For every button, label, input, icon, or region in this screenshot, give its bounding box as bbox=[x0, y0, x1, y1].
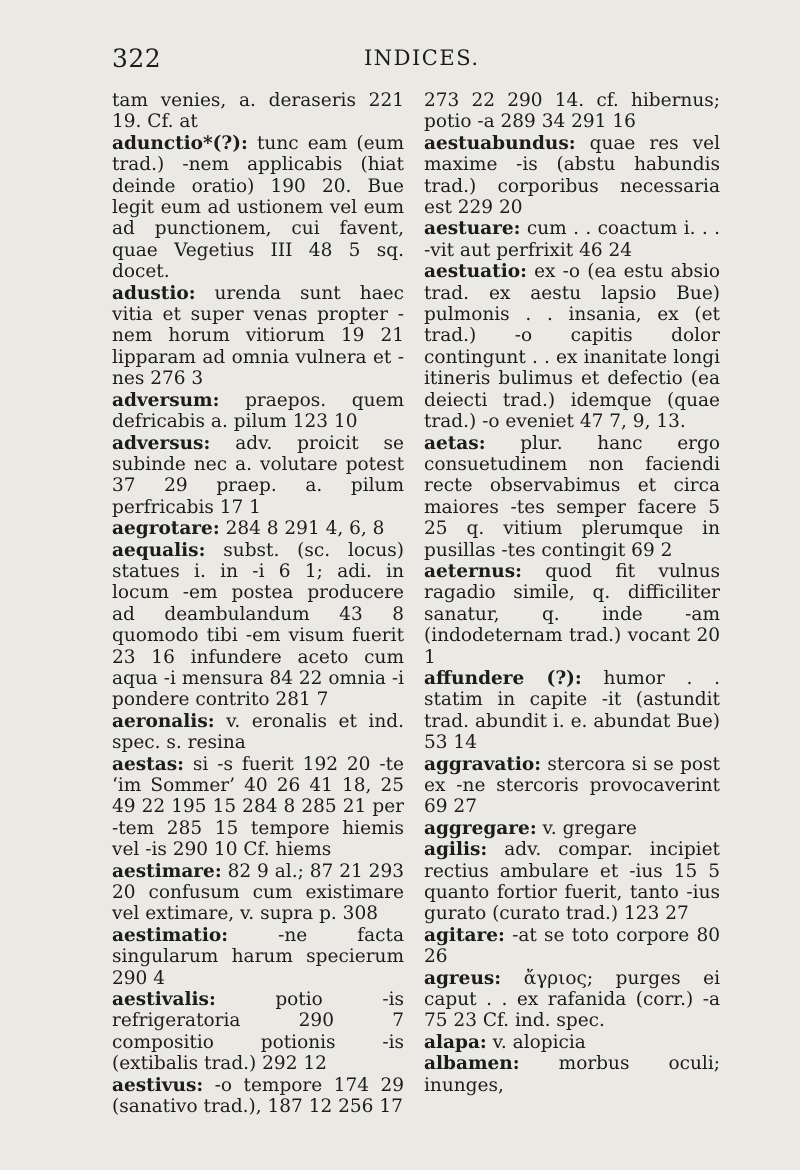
index-entry bbox=[424, 133, 720, 219]
entry-text: subst. (sc. locus) statues i. in -i 6 1; adi. in locum -em postea producere ad deambulandum 43 8 quomodo tibi -em visum fuerit 23 16 infundere aceto cum aqua -i mensura 84 22 omnia -i pondere contrito 281 7 bbox=[112, 539, 404, 711]
index-entry bbox=[424, 839, 720, 925]
entry-text: adv. proicit se subinde nec a. volutare potest 37 29 praep. a. pilum perfricabis 17 1 bbox=[112, 432, 404, 518]
entry-headword: aggregare: bbox=[424, 817, 537, 839]
entry-text: -o tempore 174 29 (sanativo trad.), 187 12 256 17 bbox=[112, 1074, 404, 1118]
entry-headword: aggravatio: bbox=[424, 753, 542, 775]
index-entry bbox=[112, 925, 404, 989]
entry-text: ἄγριος; purges ei caput . . ex rafanida (corr.) -a 75 23 Cf. ind. spec. bbox=[424, 967, 720, 1032]
index-entry bbox=[424, 818, 720, 839]
index-entry bbox=[112, 133, 404, 283]
entry-headword: agilis: bbox=[424, 839, 488, 861]
entry-text: quae res vel maxime -is (abstu habundis trad.) corporibus necessaria est 229 20 bbox=[424, 132, 720, 219]
index-entry bbox=[424, 1032, 720, 1053]
index-entry bbox=[112, 989, 404, 1075]
index-entry bbox=[112, 90, 404, 133]
index-entry bbox=[424, 218, 720, 261]
entry-text: 273 22 290 14. cf. hibernus; potio -a 289 34 291 16 bbox=[424, 90, 720, 133]
entry-headword: alapa: bbox=[424, 1031, 487, 1053]
entry-text: cum . . coactum i. . . -vit aut perfrixit 46 24 bbox=[424, 218, 720, 261]
entry-headword: aeternus: bbox=[424, 560, 522, 582]
index-entry bbox=[424, 754, 720, 818]
entry-headword: adunctio*(?): bbox=[112, 132, 248, 154]
index-entry bbox=[112, 1075, 404, 1118]
entry-text: praepos. quem defricabis a. pilum 123 10 bbox=[112, 389, 404, 433]
index-entry bbox=[424, 433, 720, 561]
entry-text: potio -is refrigeratoria 290 7 compositio potionis -is (extibalis trad.) 292 12 bbox=[112, 989, 404, 1075]
entry-text: v. alopicia bbox=[492, 1031, 586, 1053]
entry-text: si -s fuerit 192 20 -te ‘im Sommer’ 40 26 41 18, 25 49 22 195 15 284 8 285 21 per -tem 285 15 tempore hiemis vel -is 290 10 Cf. hiems bbox=[112, 753, 404, 861]
entry-headword: aestuare: bbox=[424, 218, 521, 240]
entry-text: -ne facta singularum harum specierum 290 4 bbox=[112, 924, 404, 989]
index-column-left bbox=[112, 90, 404, 1118]
entry-headword: aeronalis: bbox=[112, 710, 215, 732]
entry-text: adv. compar. incipiet rectius ambulare et -ius 15 5 quanto fortior fuerit, tanto -ius gurato (curato trad.) 123 27 bbox=[424, 839, 720, 925]
entry-text: v. eronalis et ind. spec. s. resina bbox=[112, 710, 404, 754]
entry-headword: aegrotare: bbox=[112, 518, 220, 540]
entry-text: plur. hanc ergo consuetudinem non faciendi recte observabimus et circa maiores -tes semper facere 5 25 q. vitium plerumque in pusillas -tes contingit 69 2 bbox=[424, 432, 720, 561]
index-entry bbox=[112, 754, 404, 861]
entry-headword: aestivalis: bbox=[112, 989, 216, 1011]
entry-headword: aestuabundus: bbox=[424, 132, 576, 154]
entry-headword: adversum: bbox=[112, 389, 220, 411]
entry-text: tunc eam (eum trad.) -nem applicabis (hiat deinde oratio) 190 20. Bue legit eum ad ustionem vel eum ad punctionem, cui favent, quae Vegetius III 48 5 sq. docet. bbox=[112, 132, 404, 283]
index-entry bbox=[112, 861, 404, 925]
entry-headword: aestimare: bbox=[112, 860, 222, 882]
entry-headword: aequalis: bbox=[112, 539, 206, 561]
index-entry bbox=[424, 90, 720, 133]
running-title: INDICES. bbox=[364, 46, 480, 70]
index-entry bbox=[424, 925, 720, 968]
entry-headword: adustio: bbox=[112, 282, 196, 304]
index-entry bbox=[424, 1053, 720, 1096]
index-entry bbox=[112, 711, 404, 754]
entry-text: v. gregare bbox=[542, 817, 637, 839]
entry-text: tam venies, a. deraseris 221 19. Cf. at bbox=[112, 90, 404, 133]
entry-headword: agitare: bbox=[424, 924, 505, 946]
entry-headword: agreus: bbox=[424, 967, 502, 989]
index-entry bbox=[424, 668, 720, 754]
index-entry bbox=[424, 261, 720, 432]
entry-text: 284 8 291 4, 6, 8 bbox=[225, 518, 385, 540]
entry-headword: aestas: bbox=[112, 753, 184, 775]
page-header bbox=[0, 44, 800, 80]
entry-headword: aestuatio: bbox=[424, 261, 527, 283]
entry-headword: aestimatio: bbox=[112, 924, 229, 946]
entry-text: urenda sunt haec vitia et super venas propter -nem horum vitiorum 19 21 lipparam ad omnia vulnera et -nes 276 3 bbox=[112, 282, 404, 390]
index-entry bbox=[424, 968, 720, 1032]
index-entry bbox=[112, 390, 404, 433]
index-column-right bbox=[424, 90, 720, 1096]
index-entry bbox=[424, 561, 720, 668]
entry-text: morbus oculi; inunges, bbox=[424, 1053, 720, 1096]
index-entry bbox=[112, 283, 404, 390]
page-number: 322 bbox=[112, 44, 162, 73]
entry-headword: adversus: bbox=[112, 432, 211, 454]
entry-headword: albamen: bbox=[424, 1053, 520, 1075]
entry-text: ex -o (ea estu absio trad. ex aestu lapsio Bue) pulmonis . . insania, ex (et trad.) -o capitis dolor contingunt . . ex inanitate longi itineris bulimus et defectio (ea deiecti trad.) idemque (quae trad.) -o eveniet 47 7, 9, 13. bbox=[424, 261, 720, 433]
entry-text: -at se toto corpore 80 26 bbox=[424, 924, 720, 968]
entry-text: stercora si se post ex -ne stercoris provocaverint 69 27 bbox=[424, 753, 720, 818]
index-entry bbox=[112, 540, 404, 711]
entry-text: quod fit vulnus ragadio simile, q. difficiliter sanatur, q. inde -am (indodeternam trad.) vocant 20 1 bbox=[424, 560, 720, 668]
entry-text: humor . . statim in capite -it (astundit trad. abundit i. e. abundat Bue) 53 14 bbox=[424, 667, 720, 754]
index-entry bbox=[112, 433, 404, 519]
entry-headword: affundere (?): bbox=[424, 667, 582, 689]
entry-text: 82 9 al.; 87 21 293 20 confusum cum existimare vel extimare, v. supra p. 308 bbox=[112, 860, 404, 925]
entry-headword: aetas: bbox=[424, 432, 486, 454]
entry-headword: aestivus: bbox=[112, 1074, 204, 1096]
index-entry bbox=[112, 518, 404, 539]
